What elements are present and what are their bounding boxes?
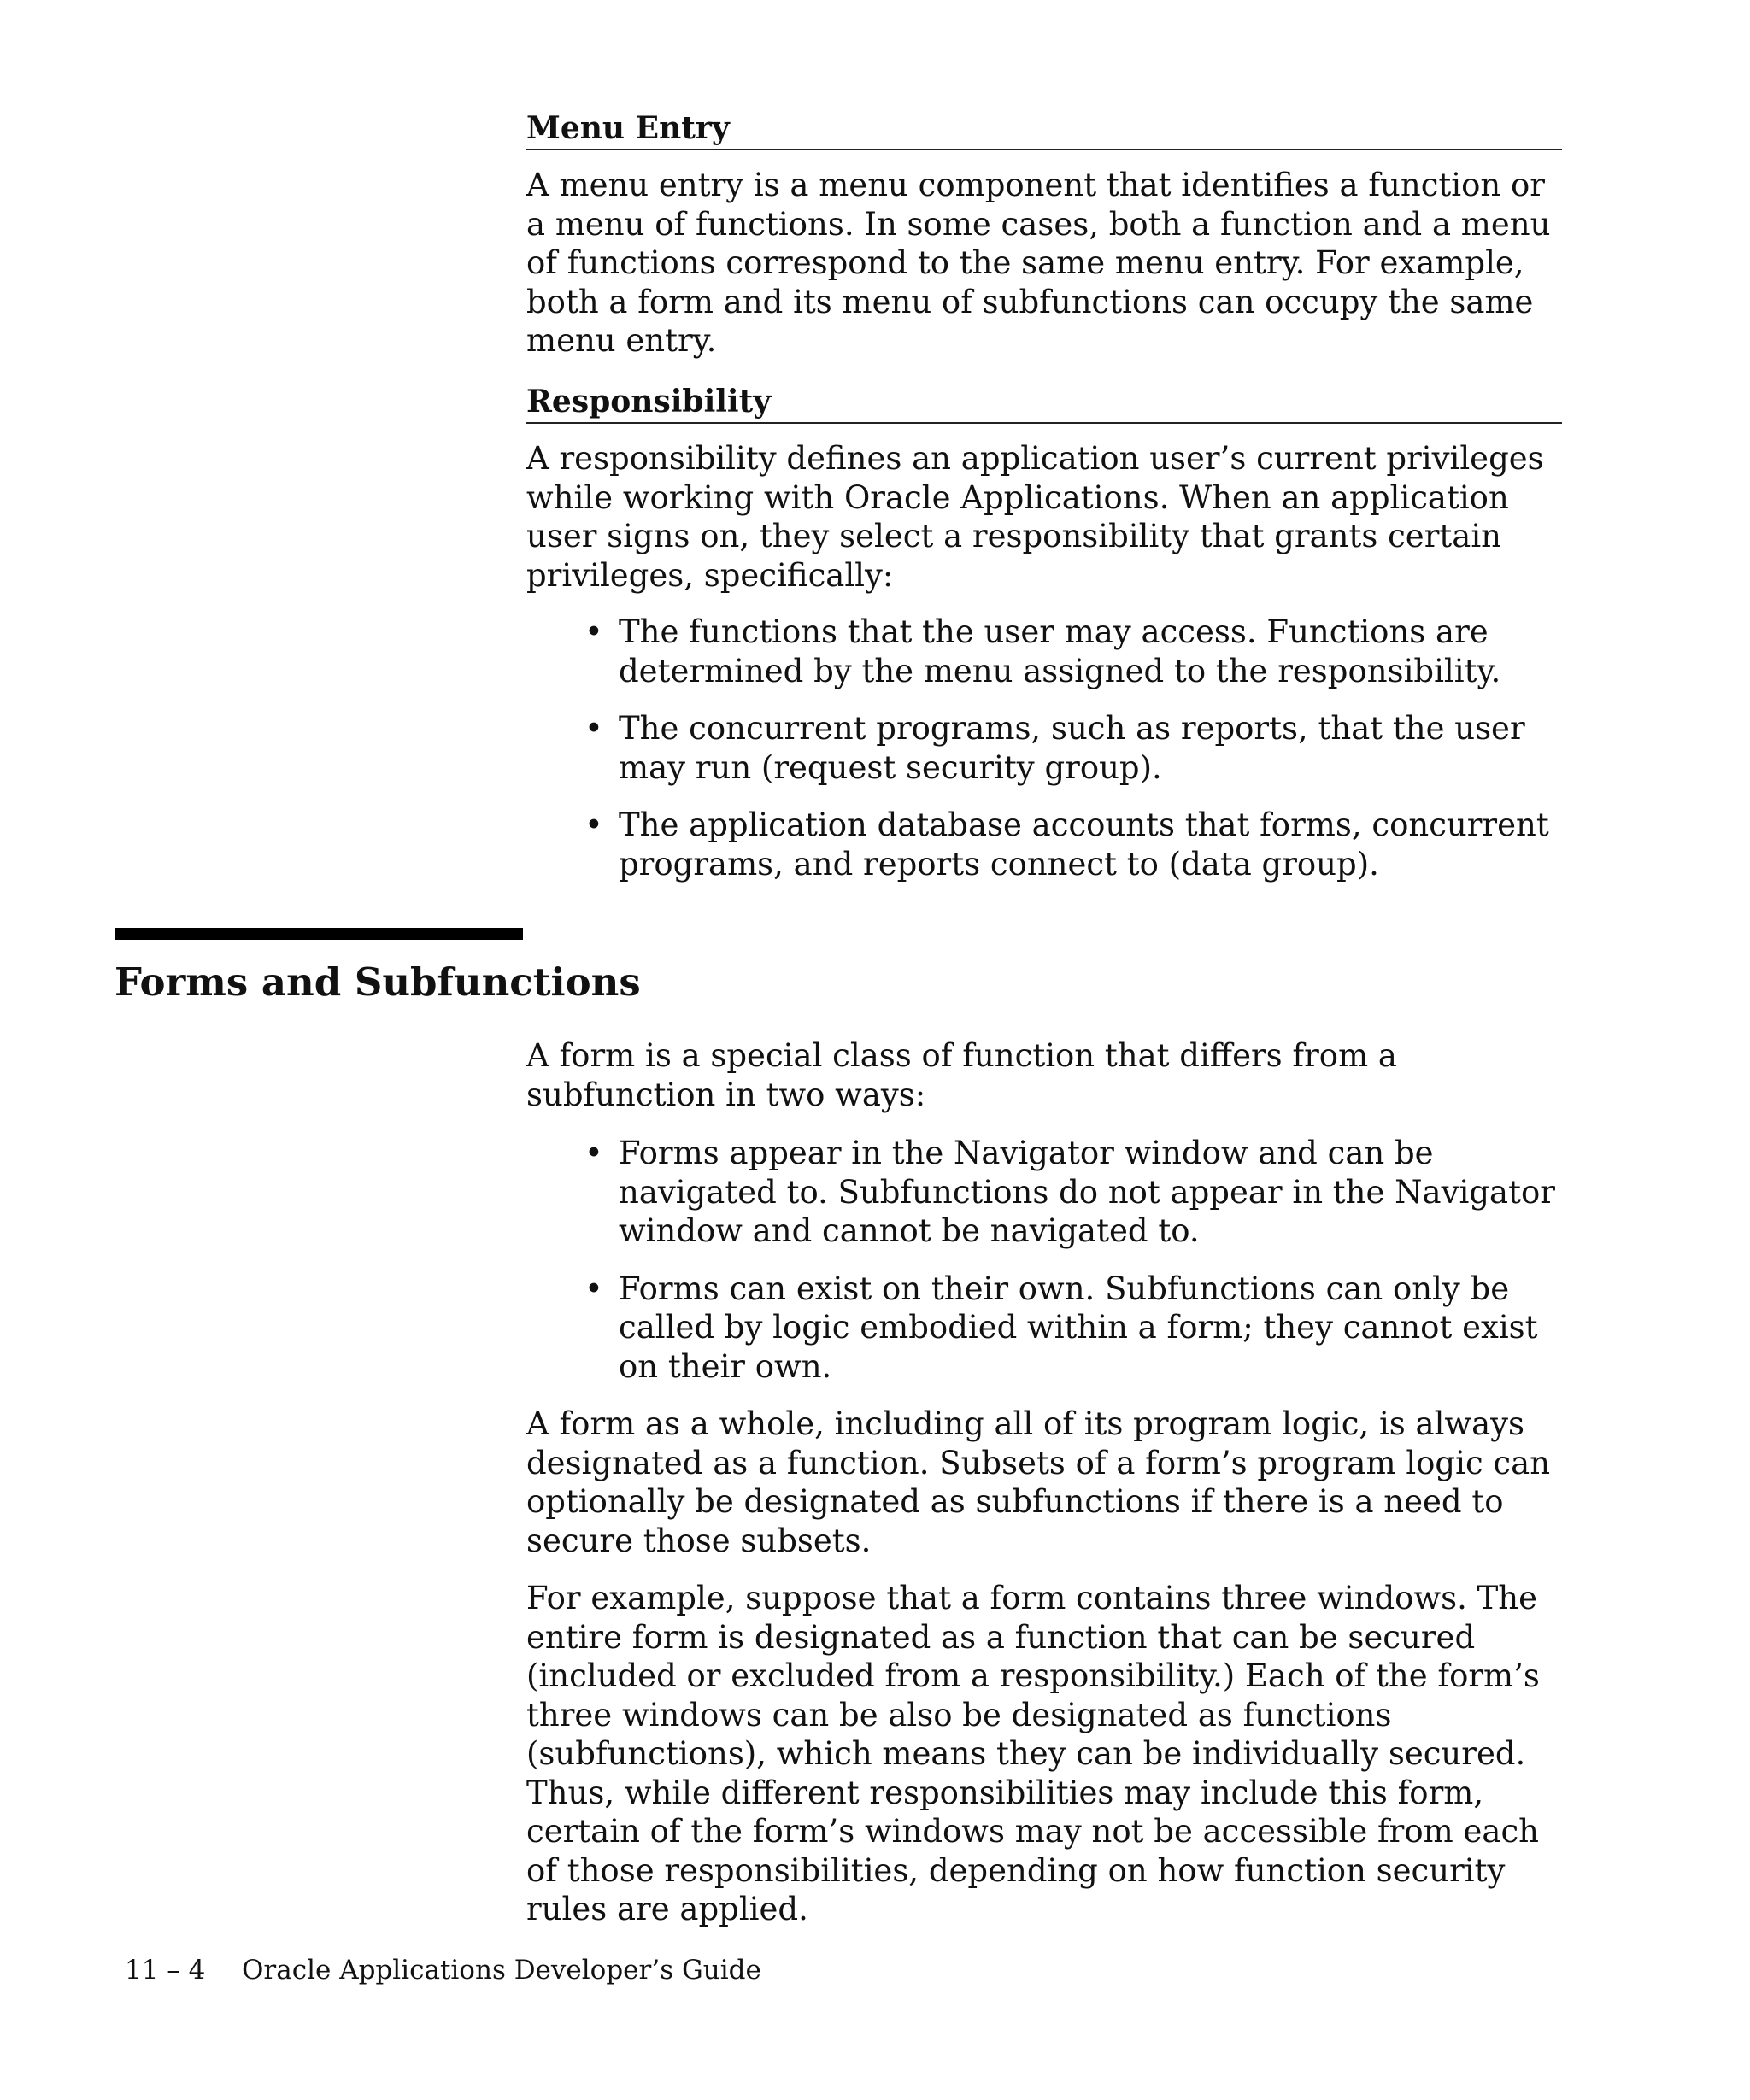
list-item xyxy=(584,1134,1562,1251)
page-footer xyxy=(125,1953,761,1987)
forms-intro-paragraph: A form is a special class of function that differs from a subfunction in two ways: xyxy=(526,1037,1397,1113)
bullet-icon: • xyxy=(584,710,603,747)
bullet-icon: • xyxy=(584,1270,603,1307)
forms-section-body xyxy=(526,1036,1562,1929)
list-item-text: Forms can exist on their own. Subfunctions can only be called by logic embodied within a form; they cannot exist on their own. xyxy=(619,1270,1538,1385)
bullet-icon: • xyxy=(584,613,603,650)
section-title: Forms and Subfunctions xyxy=(115,959,641,1005)
responsibility-bullet-list xyxy=(526,613,1562,883)
menu-entry-heading: Menu Entry xyxy=(526,109,1562,150)
list-item-text: Forms appear in the Navigator window and can be navigated to. Subfunctions do not appear in the Navigator window and cannot be navigated to. xyxy=(619,1135,1555,1249)
list-item xyxy=(584,613,1562,690)
forms-bullet-list xyxy=(526,1134,1562,1386)
page-number: 11 – 4 xyxy=(125,1955,206,1986)
list-item-text: The application database accounts that forms, concurrent programs, and reports connect to (data group). xyxy=(619,807,1549,883)
forms-paragraph-3: For example, suppose that a form contains three windows. The entire form is designated as a function that can be secured (included or excluded from a responsibility.) Each of the form’s three windows can be also be designated as functions (subfunctions), which means they can be individually secured. Thus, while different responsibilities may include this form, certain of the form’s windows may not be accessible from each of those responsibilities, depending on how function security rules are applied. xyxy=(526,1580,1540,1927)
list-item-text: The functions that the user may access. Functions are determined by the menu assigned to the responsibility. xyxy=(619,613,1501,689)
bullet-icon: • xyxy=(584,1135,603,1171)
bullet-icon: • xyxy=(584,807,603,843)
book-title: Oracle Applications Developer’s Guide xyxy=(242,1955,761,1986)
list-item xyxy=(584,709,1562,787)
list-item xyxy=(584,1270,1562,1387)
list-item-text: The concurrent programs, such as reports, that the user may run (request security group). xyxy=(619,710,1525,786)
section-divider-bar xyxy=(115,928,523,940)
forms-paragraph-2: A form as a whole, including all of its program logic, is always designated as a function. Subsets of a form’s program logic can optionally be designated as subfunctions if there is a need to secure those subsets. xyxy=(526,1405,1551,1559)
responsibility-paragraph: A responsibility defines an application user’s current privileges while working with Oracle Applications. When an application user signs on, they select a responsibility that grants certain privileges, specifically: xyxy=(526,440,1544,594)
responsibility-section xyxy=(526,383,1562,883)
menu-entry-paragraph: A menu entry is a menu component that identifies a function or a menu of functions. In some cases, both a function and a menu of functions correspond to the same menu entry. For example, both a form and its menu of subfunctions can occupy the same menu entry. xyxy=(526,167,1551,359)
responsibility-heading: Responsibility xyxy=(526,383,1562,424)
list-item xyxy=(584,806,1562,883)
menu-entry-section xyxy=(526,109,1562,361)
